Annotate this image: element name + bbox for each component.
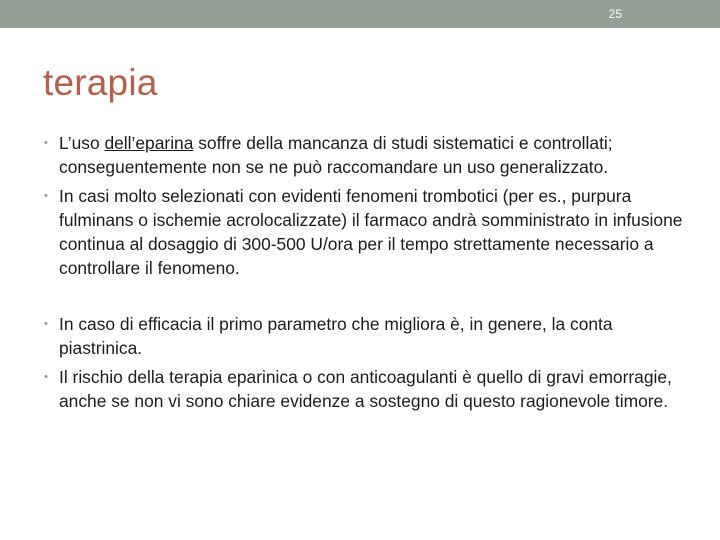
- bullet-item: [44, 312, 684, 360]
- bullet-dot: •: [44, 371, 48, 383]
- bullet-text: L’uso: [59, 133, 105, 153]
- slide-number: 25: [608, 7, 622, 21]
- bullet-dot: •: [44, 190, 48, 202]
- header-bar: [0, 0, 720, 28]
- bullet-dot: •: [44, 318, 48, 330]
- bullet-dot: •: [44, 137, 48, 149]
- slide-content: [44, 131, 684, 413]
- bullet-item: [44, 365, 684, 413]
- bullet-text: In caso di efficacia il primo parametro che migliora è, in genere, la conta piastrinica.: [59, 314, 613, 358]
- underlined-term: dell’eparina: [104, 133, 194, 153]
- slide-title: terapia: [43, 62, 158, 103]
- bullet-text: soffre della mancanza di studi sistematici e controllati; conseguentemente non se ne può raccomandare un uso generalizzato.: [59, 133, 613, 177]
- bullet-text: In casi molto selezionati con evidenti fenomeni trombotici (per es., purpura fulminans o ischemie acrolocalizzate) il farmaco andrà somministrato in infusione continua al dosaggio di 300-500 U/ora per il tempo strettamente necessario a controllare il fenomeno.: [59, 186, 683, 278]
- spacer: [44, 280, 684, 312]
- bullet-item: [44, 131, 684, 179]
- bullet-item: [44, 184, 684, 280]
- bullet-text: Il rischio della terapia eparinica o con anticoagulanti è quello di gravi emorragie, anche se non vi sono chiare evidenze a sostegno di questo ragionevole timore.: [59, 367, 672, 411]
